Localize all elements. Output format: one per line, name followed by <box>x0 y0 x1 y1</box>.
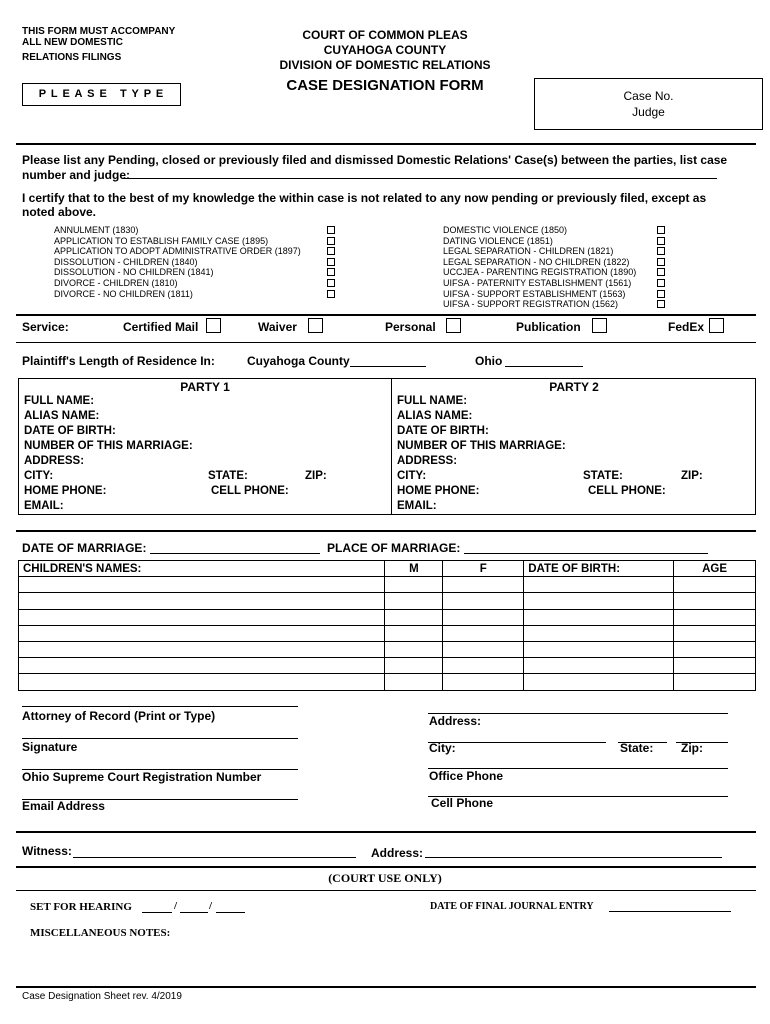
case-type-checkbox[interactable] <box>657 258 665 266</box>
table-row <box>19 593 756 609</box>
children-dob-header: DATE OF BIRTH: <box>524 561 674 577</box>
party2-dob[interactable]: DATE OF BIRTH: <box>397 425 489 437</box>
case-type-label: DIVORCE - CHILDREN (1810) <box>54 277 178 288</box>
service-certified-mail-label: Certified Mail <box>123 320 199 334</box>
divider <box>16 866 756 868</box>
witness-address-label: Address: <box>371 846 424 860</box>
children-age-header: AGE <box>674 561 756 577</box>
pending-line-1: Please list any Pending, closed or previously filed and dismissed Domestic Relations' Case(s) between the parties, list case <box>22 153 728 167</box>
case-type-label: LEGAL SEPARATION - CHILDREN (1821) <box>443 246 614 257</box>
party1-home-phone[interactable]: HOME PHONE: <box>24 485 107 497</box>
judge-label: Judge <box>632 105 665 119</box>
divider <box>16 890 756 891</box>
attorney-name-field[interactable] <box>22 695 298 707</box>
case-type-checkbox[interactable] <box>657 226 665 234</box>
party1-cell-phone[interactable]: CELL PHONE: <box>211 485 289 497</box>
case-type-label: UIFSA - SUPPORT REGISTRATION (1562) <box>443 299 619 310</box>
case-type-label: DISSOLUTION - CHILDREN (1840) <box>54 256 198 267</box>
attorney-zip-label: Zip: <box>681 741 703 755</box>
table-row <box>19 641 756 657</box>
attorney-address-field[interactable] <box>428 702 728 714</box>
party1-alias[interactable]: ALIAS NAME: <box>24 410 100 422</box>
party2-city[interactable]: CITY: <box>397 470 427 482</box>
hearing-year-field[interactable] <box>216 901 245 913</box>
witness-address-field[interactable] <box>425 845 722 858</box>
accompany-line-2: ALL NEW DOMESTIC <box>22 37 123 48</box>
divider <box>16 831 756 833</box>
case-types-left <box>54 225 301 299</box>
fedex-checkbox[interactable] <box>709 318 724 333</box>
party2-address[interactable]: ADDRESS: <box>397 455 458 467</box>
court-line-2: CUYAHOGA COUNTY <box>323 43 447 57</box>
court-use-title: (COURT USE ONLY) <box>328 871 442 885</box>
final-journal-entry-field[interactable] <box>609 900 731 912</box>
date-separator: / <box>209 900 213 912</box>
publication-checkbox[interactable] <box>592 318 607 333</box>
party2-city-row <box>397 469 755 484</box>
attorney-address-label: Address: <box>429 714 482 728</box>
case-type-label: APPLICATION TO ESTABLISH FAMILY CASE (1895) <box>54 235 269 246</box>
certify-line-2: noted above. <box>22 205 97 219</box>
certify-text <box>22 191 706 219</box>
divider <box>16 143 756 145</box>
case-type-checkbox[interactable] <box>657 279 665 287</box>
case-type-checkbox[interactable] <box>327 226 335 234</box>
certified-mail-checkbox[interactable] <box>206 318 221 333</box>
registration-number-label: Ohio Supreme Court Registration Number <box>22 770 262 784</box>
case-type-label: APPLICATION TO ADOPT ADMINISTRATIVE ORDER (1897) <box>54 246 301 257</box>
case-type-checkbox[interactable] <box>657 247 665 255</box>
divider <box>16 314 756 316</box>
party2-state[interactable]: STATE: <box>583 470 623 482</box>
signature-label: Signature <box>22 740 78 754</box>
signature-field[interactable] <box>22 727 298 739</box>
service-publication-label: Publication <box>516 320 581 334</box>
case-type-checkbox[interactable] <box>327 258 335 266</box>
court-line-1: COURT OF COMMON PLEAS <box>302 28 468 42</box>
case-type-label: DISSOLUTION - NO CHILDREN (1841) <box>54 267 214 278</box>
date-separator: / <box>174 900 178 912</box>
party2-zip[interactable]: ZIP: <box>681 470 703 482</box>
children-names-header: CHILDREN'S NAMES: <box>19 561 385 577</box>
table-row <box>19 625 756 641</box>
office-phone-label: Office Phone <box>429 769 504 783</box>
case-type-label: UIFSA - PATERNITY ESTABLISHMENT (1561) <box>443 277 632 288</box>
witness-label: Witness: <box>22 844 72 858</box>
registration-number-field[interactable] <box>22 758 298 770</box>
party2-cell-phone[interactable]: CELL PHONE: <box>588 485 666 497</box>
party1-city[interactable]: CITY: <box>24 470 54 482</box>
case-type-checkbox[interactable] <box>657 268 665 276</box>
party2-email[interactable]: EMAIL: <box>397 500 437 512</box>
party2-phone-row <box>397 484 755 499</box>
service-fedex-label: FedEx <box>668 320 705 334</box>
case-type-label: DATING VIOLENCE (1851) <box>443 235 553 246</box>
date-of-marriage-label: DATE OF MARRIAGE: <box>22 541 147 555</box>
party1-zip[interactable]: ZIP: <box>305 470 327 482</box>
case-types-right-checkboxes <box>657 225 665 310</box>
party2-header: PARTY 2 <box>549 380 599 394</box>
residence-county-label: Cuyahoga County <box>247 354 350 368</box>
table-row <box>19 609 756 625</box>
case-type-label: UIFSA - SUPPORT ESTABLISHMENT (1563) <box>443 288 626 299</box>
revision-footer: Case Designation Sheet rev. 4/2019 <box>22 991 182 1002</box>
divider <box>16 342 756 343</box>
case-type-checkbox[interactable] <box>657 300 665 308</box>
party1-state[interactable]: STATE: <box>208 470 248 482</box>
set-for-hearing-label: SET FOR HEARING <box>30 901 132 913</box>
case-type-checkbox[interactable] <box>327 247 335 255</box>
place-of-marriage-field[interactable] <box>464 541 708 554</box>
case-no-label: Case No. <box>623 89 674 103</box>
office-phone-field[interactable] <box>428 757 728 769</box>
court-line-3: DIVISION OF DOMESTIC RELATIONS <box>279 58 491 72</box>
party1-marriage-no[interactable]: NUMBER OF THIS MARRIAGE: <box>24 440 193 452</box>
cell-phone-label: Cell Phone <box>431 796 494 810</box>
case-type-label: UCCJEA - PARENTING REGISTRATION (1890) <box>443 267 637 278</box>
case-type-checkbox[interactable] <box>327 237 335 245</box>
party2-full-name[interactable]: FULL NAME: <box>397 395 468 407</box>
children-f-header: F <box>443 561 524 577</box>
party2-marriage-no[interactable]: NUMBER OF THIS MARRIAGE: <box>397 440 566 452</box>
attorney-city-label: City: <box>429 741 456 755</box>
case-type-label: DIVORCE - NO CHILDREN (1811) <box>54 288 193 299</box>
certify-line-1: I certify that to the best of my knowledge the within case is not related to any now pending or previously filed, except as <box>22 191 707 205</box>
case-no-box <box>534 78 763 130</box>
party1-address[interactable]: ADDRESS: <box>24 455 85 467</box>
party1-phone-row <box>24 484 389 499</box>
table-row <box>19 674 756 690</box>
case-type-checkbox[interactable] <box>657 290 665 298</box>
witness-field[interactable] <box>73 845 356 858</box>
accompany-line-3: RELATIONS FILINGS <box>22 52 122 63</box>
party1-dob[interactable]: DATE OF BIRTH: <box>24 425 116 437</box>
please-type-box: P L E A S E T Y P E <box>22 83 181 106</box>
service-label: Service: <box>22 320 69 334</box>
divider <box>16 530 756 532</box>
personal-checkbox[interactable] <box>446 318 461 333</box>
form-title: CASE DESIGNATION FORM <box>286 77 484 94</box>
attorney-state-label: State: <box>620 741 654 755</box>
date-of-marriage-field[interactable] <box>150 541 320 554</box>
party1-city-row <box>24 469 389 484</box>
county-residence-field[interactable] <box>350 354 426 367</box>
accompany-notice <box>22 25 175 65</box>
case-type-checkbox[interactable] <box>327 268 335 276</box>
case-type-checkbox[interactable] <box>327 290 335 298</box>
waiver-checkbox[interactable] <box>308 318 323 333</box>
party2-alias[interactable]: ALIAS NAME: <box>397 410 473 422</box>
attorney-name-label: Attorney of Record (Print or Type) <box>22 709 216 723</box>
case-type-label: LEGAL SEPARATION - NO CHILDREN (1822) <box>443 256 630 267</box>
hearing-day-field[interactable] <box>180 901 208 913</box>
hearing-month-field[interactable] <box>142 901 172 913</box>
case-type-label: DOMESTIC VIOLENCE (1850) <box>443 225 568 235</box>
table-row <box>19 658 756 674</box>
accompany-line-1: THIS FORM MUST ACCOMPANY <box>22 26 176 37</box>
residence-label: Plaintiff's Length of Residence In: <box>22 354 215 368</box>
service-personal-label: Personal <box>385 320 436 334</box>
case-types-left-checkboxes <box>327 225 335 299</box>
party1-header: PARTY 1 <box>180 380 230 394</box>
parties-table <box>18 378 756 515</box>
ohio-residence-field[interactable] <box>505 354 583 367</box>
divider <box>16 986 756 988</box>
case-type-checkbox[interactable] <box>327 279 335 287</box>
misc-notes-label: MISCELLANEOUS NOTES: <box>30 927 171 939</box>
court-name <box>240 28 530 73</box>
pending-line-2: number and judge: <box>22 168 130 182</box>
children-header-row <box>19 561 756 577</box>
email-address-label: Email Address <box>22 799 105 813</box>
service-waiver-label: Waiver <box>258 320 297 334</box>
case-type-label: ANNULMENT (1830) <box>54 225 139 235</box>
pending-cases-field[interactable] <box>122 167 717 179</box>
party1-full-name[interactable]: FULL NAME: <box>24 395 95 407</box>
children-table <box>18 560 756 691</box>
party1-fields <box>24 394 389 514</box>
children-m-header: M <box>385 561 443 577</box>
case-type-checkbox[interactable] <box>657 237 665 245</box>
table-row <box>19 577 756 593</box>
party2-home-phone[interactable]: HOME PHONE: <box>397 485 480 497</box>
residence-ohio-label: Ohio <box>475 354 503 368</box>
party2-fields <box>397 394 755 514</box>
place-of-marriage-label: PLACE OF MARRIAGE: <box>327 541 461 555</box>
case-types-right <box>443 225 636 310</box>
party1-email[interactable]: EMAIL: <box>24 500 64 512</box>
final-journal-entry-label: DATE OF FINAL JOURNAL ENTRY <box>430 901 594 912</box>
